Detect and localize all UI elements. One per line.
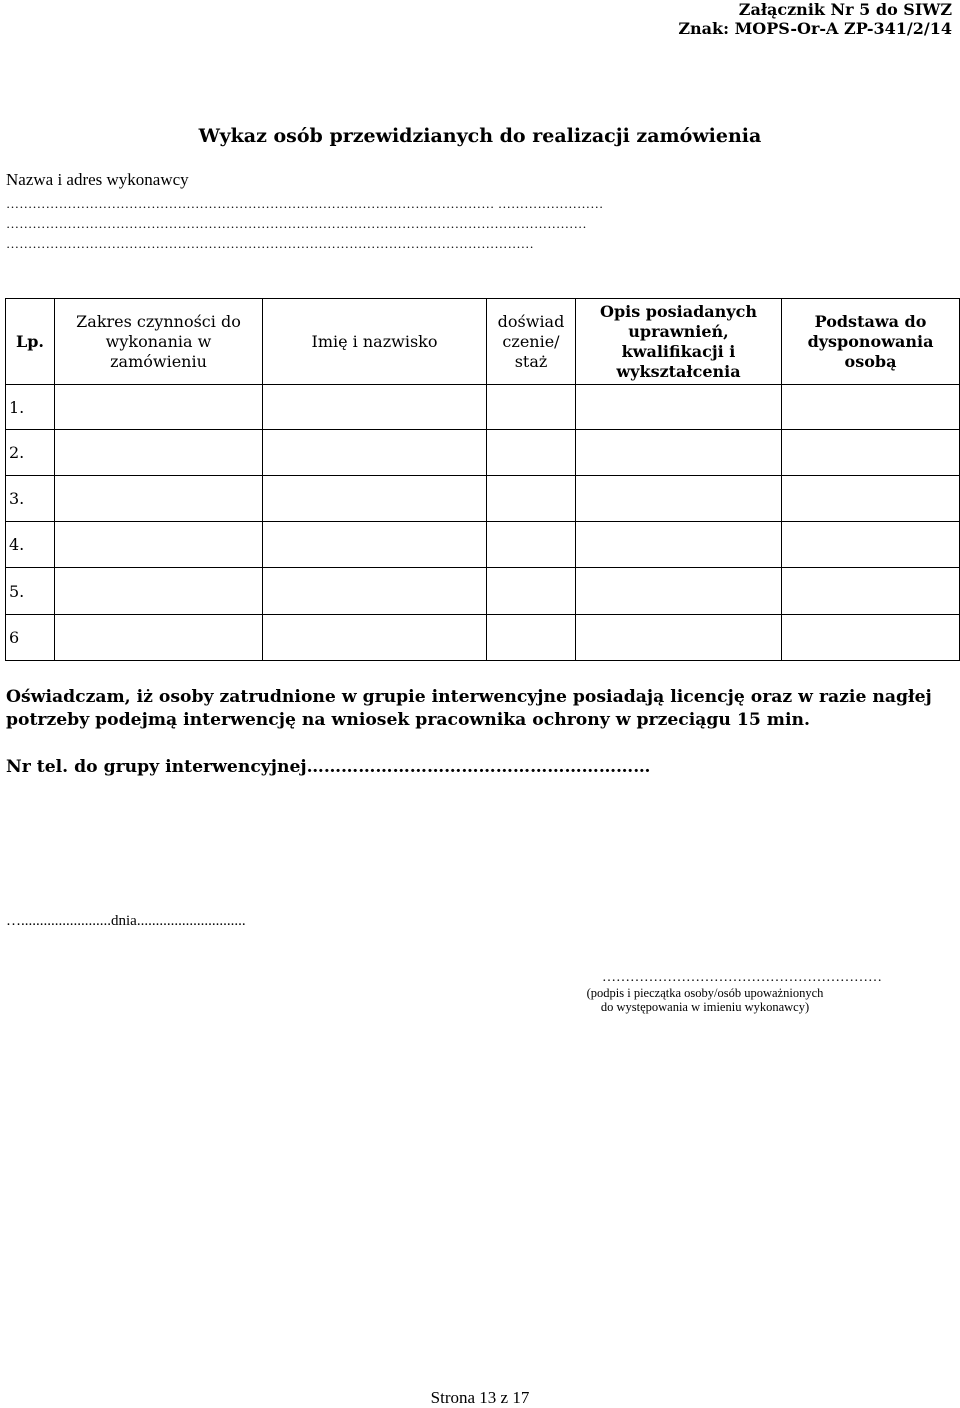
phone-number-field: Nr tel. do grupy interwencyjnej…………………………………………………… <box>6 757 651 777</box>
header-scope: Zakres czynności do wykonania w zamówieniu <box>55 299 263 385</box>
table-header-row <box>6 299 960 385</box>
document-header <box>678 0 952 38</box>
cell-scope[interactable] <box>55 430 263 476</box>
cell-basis[interactable] <box>782 568 960 615</box>
row-number: 4. <box>6 522 55 568</box>
cell-qualifications[interactable] <box>576 385 782 430</box>
cell-scope[interactable] <box>55 522 263 568</box>
page-title: Wykaz osób przewidzianych do realizacji zamówienia <box>198 125 762 147</box>
row-number: 2. <box>6 430 55 476</box>
cell-qualifications[interactable] <box>576 476 782 522</box>
cell-qualifications[interactable] <box>576 568 782 615</box>
cell-basis[interactable] <box>782 385 960 430</box>
table-row <box>6 430 960 476</box>
cell-name[interactable] <box>263 385 487 430</box>
cell-basis[interactable] <box>782 476 960 522</box>
cell-scope[interactable] <box>55 615 263 661</box>
contractor-dots-line-2: …………………………………………………………………………………………………………………… <box>6 216 587 231</box>
header-name: Imię i nazwisko <box>263 299 487 385</box>
row-number: 1. <box>6 385 55 430</box>
cell-name[interactable] <box>263 522 487 568</box>
signature-caption-line-1: (podpis i pieczątka osoby/osób upoważnionych <box>586 986 824 1000</box>
contractor-label: Nazwa i adres wykonawcy <box>6 170 189 189</box>
cell-experience[interactable] <box>487 615 576 661</box>
cell-basis[interactable] <box>782 522 960 568</box>
declaration-text: Oświadczam, iż osoby zatrudnione w grupie interwencyjne posiadają licencję oraz w razie nagłej potrzeby podejmą interwencję na wniosek pracownika ochrony w przeciągu 15 min. <box>6 687 932 730</box>
cell-experience[interactable] <box>487 385 576 430</box>
cell-basis[interactable] <box>782 615 960 661</box>
cell-name[interactable] <box>263 430 487 476</box>
cell-basis[interactable] <box>782 430 960 476</box>
contractor-dots-line-3: ………………………………………………………………………………………………………… <box>6 236 534 251</box>
cell-qualifications[interactable] <box>576 430 782 476</box>
table-row <box>6 615 960 661</box>
cell-scope[interactable] <box>55 476 263 522</box>
signature-dots: …………………………………………………… <box>602 970 882 985</box>
cell-name[interactable] <box>263 476 487 522</box>
cell-scope[interactable] <box>55 568 263 615</box>
page-number: Strona 13 z 17 <box>430 1388 530 1407</box>
header-qualifications: Opis posiadanych uprawnień, kwalifikacji i wykształcenia <box>576 299 782 385</box>
cell-qualifications[interactable] <box>576 522 782 568</box>
cell-experience[interactable] <box>487 568 576 615</box>
cell-experience[interactable] <box>487 522 576 568</box>
table-row <box>6 476 960 522</box>
table-row <box>6 522 960 568</box>
row-number: 5. <box>6 568 55 615</box>
header-lp: Lp. <box>6 299 55 385</box>
staff-table <box>5 298 960 661</box>
signature-caption-line-2: do występowania w imieniu wykonawcy) <box>600 1000 810 1014</box>
attachment-label: Załącznik Nr 5 do SIWZ <box>738 0 952 19</box>
contractor-dots-line-1: ………………………………………………………………………………………………… …………………… <box>6 196 604 211</box>
signature-block <box>520 970 890 1014</box>
header-basis: Podstawa do dysponowania osobą <box>782 299 960 385</box>
cell-experience[interactable] <box>487 430 576 476</box>
row-number: 6 <box>6 615 55 661</box>
cell-scope[interactable] <box>55 385 263 430</box>
table-row <box>6 568 960 615</box>
place-date-field: …........................dnia............................. <box>6 913 246 929</box>
cell-experience[interactable] <box>487 476 576 522</box>
cell-name[interactable] <box>263 568 487 615</box>
table-row <box>6 385 960 430</box>
cell-name[interactable] <box>263 615 487 661</box>
cell-qualifications[interactable] <box>576 615 782 661</box>
reference-number: Znak: MOPS-Or-A ZP-341/2/14 <box>678 19 952 38</box>
row-number: 3. <box>6 476 55 522</box>
header-experience: doświad czenie/ staż <box>487 299 576 385</box>
